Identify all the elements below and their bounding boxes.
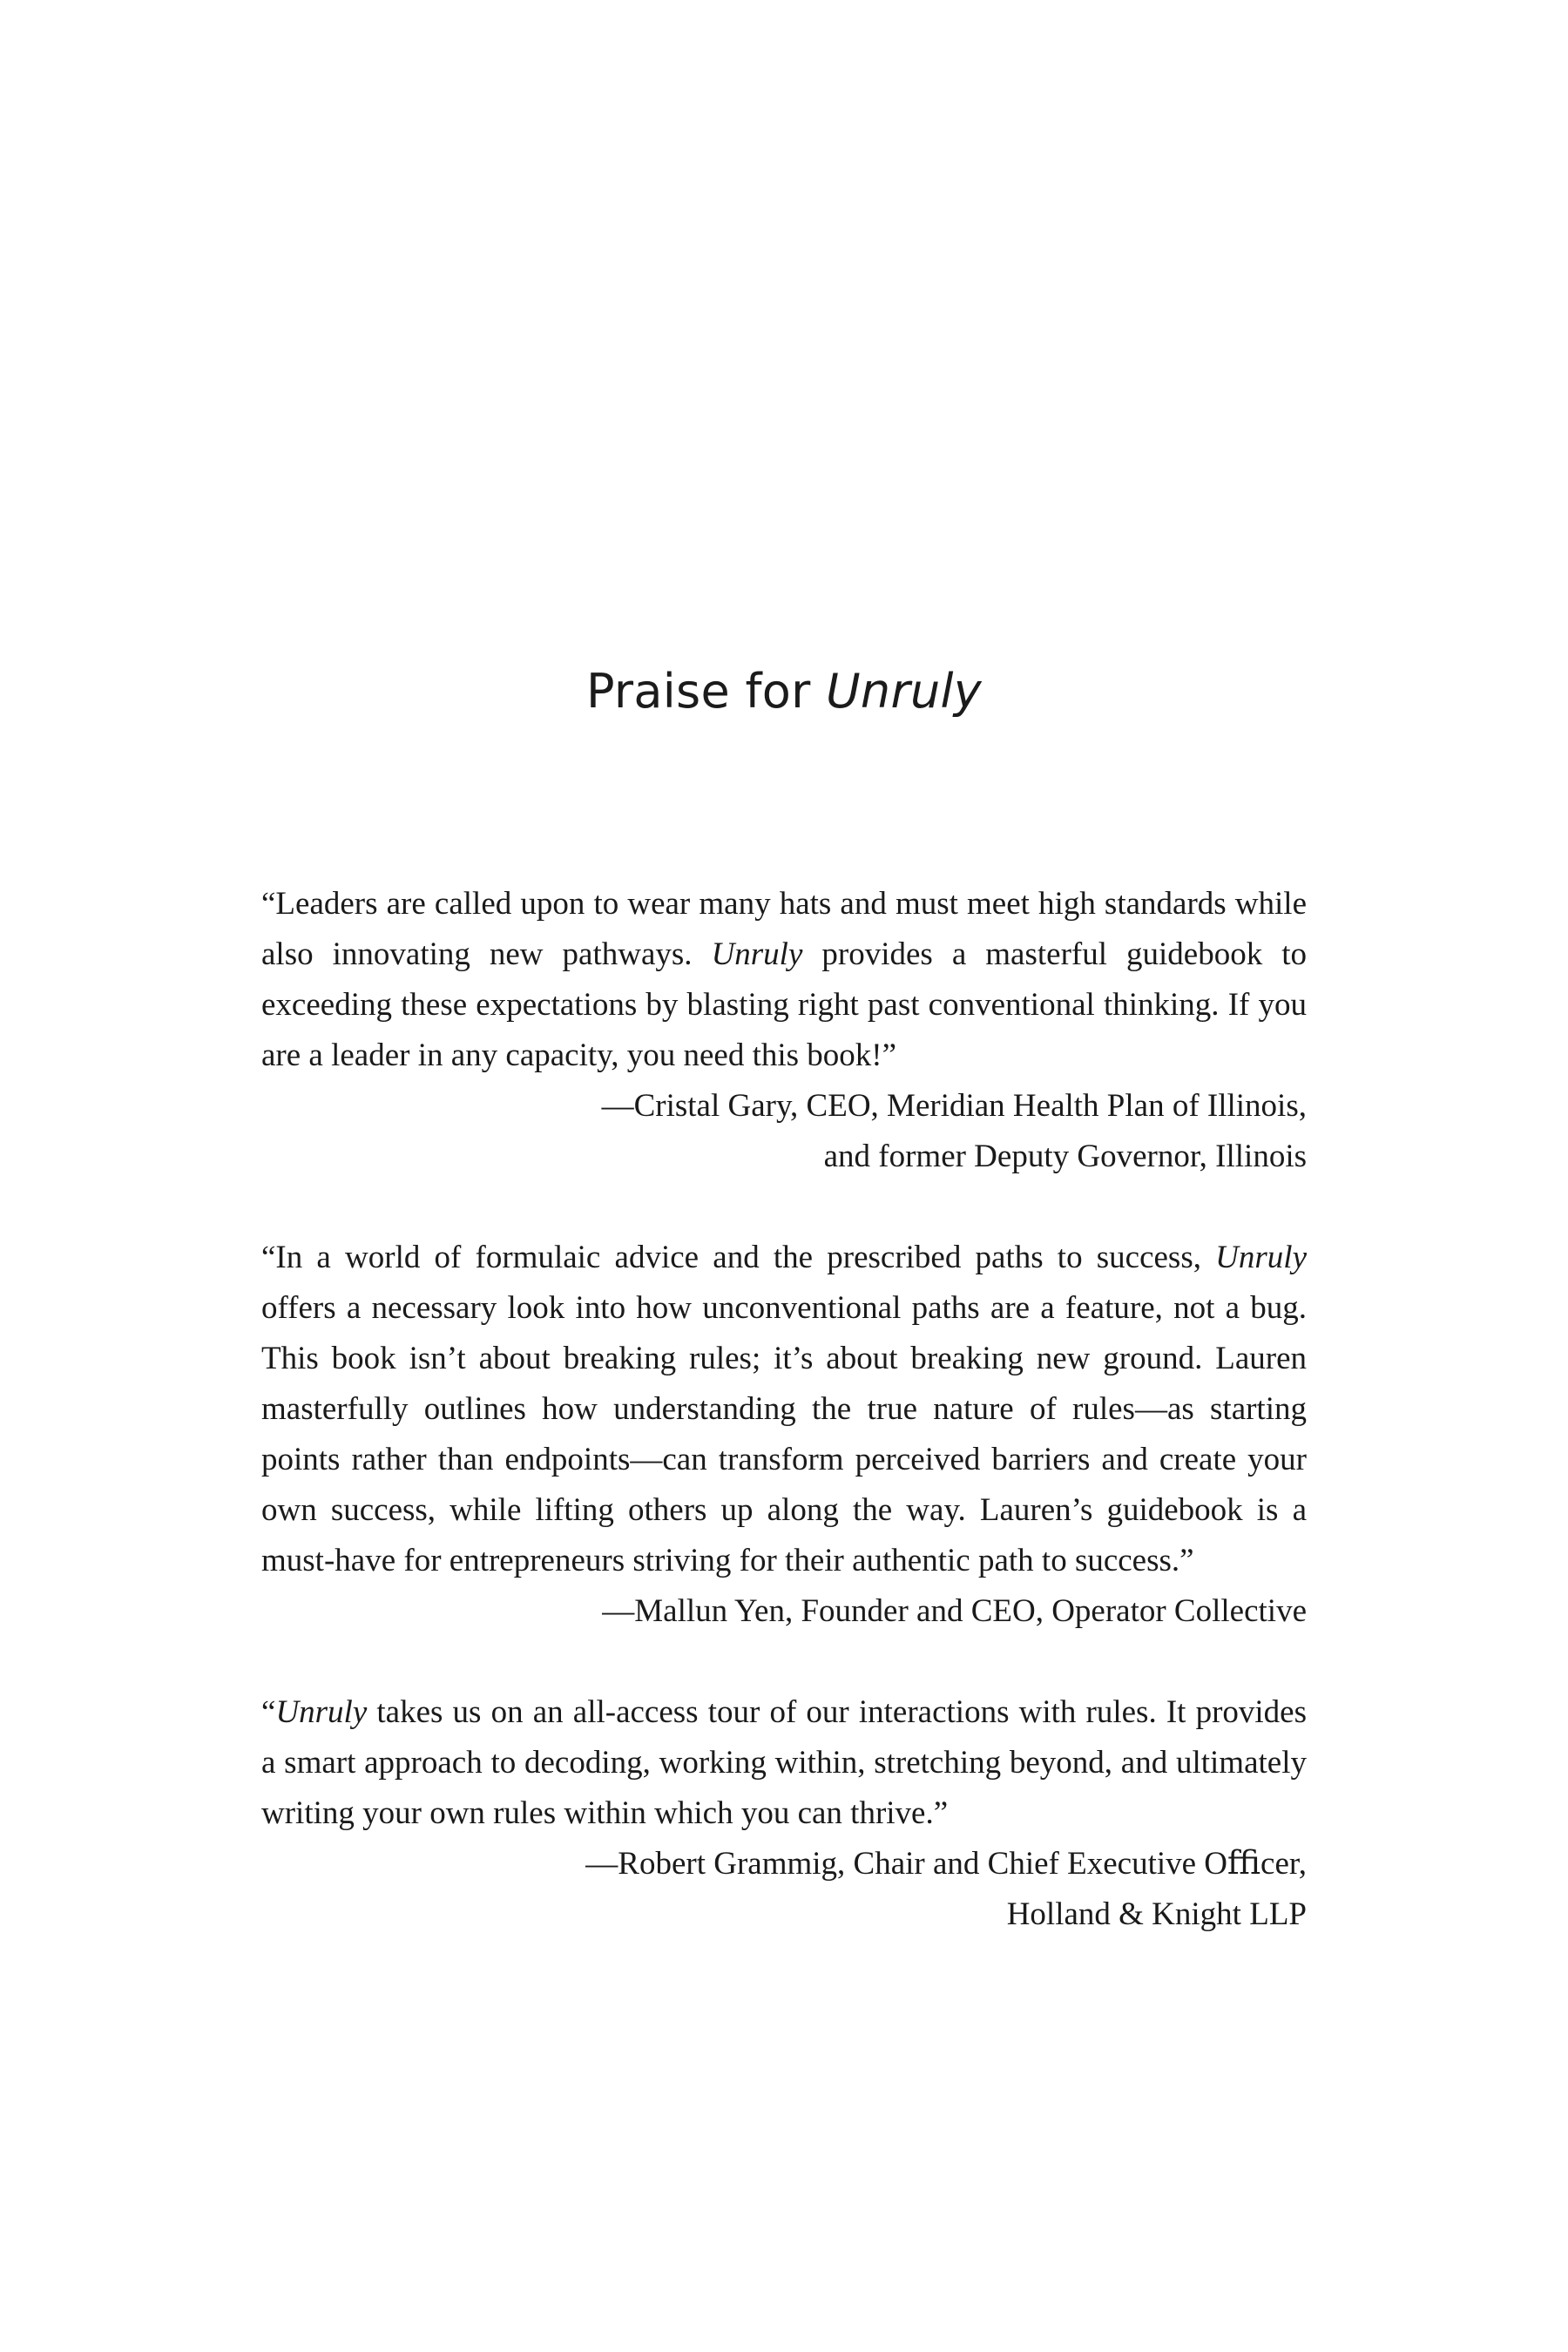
blurb-attribution [261,1586,1307,1637]
blurb-attribution [261,1839,1307,1940]
attribution-line: —Cristal Gary, CEO, Meridian Health Plan of Illinois, [601,1087,1307,1124]
blurb-emphasis: Unruly [275,1693,368,1730]
blurb-attribution [261,1081,1307,1182]
blurb-segment: provides a masterful guidebook to exceeding these expectations by blasting right past conventional thinking. If you are a leader in any capacity, you need this book!” [261,936,1308,1073]
blurb-segment: offers a necessary look into how unconventional paths are a feature, not a bug. This book isn’t about breaking rules; it’s about breaking new ground. Lauren masterfully outlines how understanding the true nature of rules—as starting points rather than endpoints—can transform perceived barriers and create your own success, while lifting others up along the way. Lauren’s guidebook is a must-have for entrepreneurs striving for their authentic path to success.” [261,1289,1307,1578]
page-title-prefix: Praise for [585,664,827,719]
blurb-segment: “ [261,1693,276,1730]
blurb [261,1233,1307,1637]
attribution-line: and former Deputy Governor, Illinois [823,1138,1307,1174]
blurb [261,1687,1307,1940]
blurb [261,879,1307,1182]
blurb-text [261,1687,1307,1839]
attribution-line: Holland & Knight LLP [1006,1896,1307,1932]
blurb-segment: takes us on an all-access tour of our interactions with rules. It provides a smart approach to decoding, working within, stretching beyond, and ultimately writing your own rules within which you can thrive.” [261,1693,1307,1831]
blurb-emphasis: Unruly [1215,1239,1307,1275]
blurb-segment: “In a world of formulaic advice and the prescribed paths to success, [261,1239,1216,1275]
blurb-text [261,879,1307,1081]
blurb-list [261,879,1307,1940]
page-title [261,0,1307,717]
page-title-emphasis: Unruly [826,664,983,719]
page-content [261,0,1307,1940]
blurb-segment: “Leaders are called upon to wear many hats and must meet high standards while also innovating new pathways. [261,885,1307,972]
attribution-line: —Mallun Yen, Founder and CEO, Operator Collective [602,1592,1307,1629]
blurb-emphasis: Unruly [711,936,803,972]
blurb-text [261,1233,1307,1586]
attribution-line: —Robert Grammig, Chair and Chief Executive Oﬃcer, [585,1845,1307,1882]
